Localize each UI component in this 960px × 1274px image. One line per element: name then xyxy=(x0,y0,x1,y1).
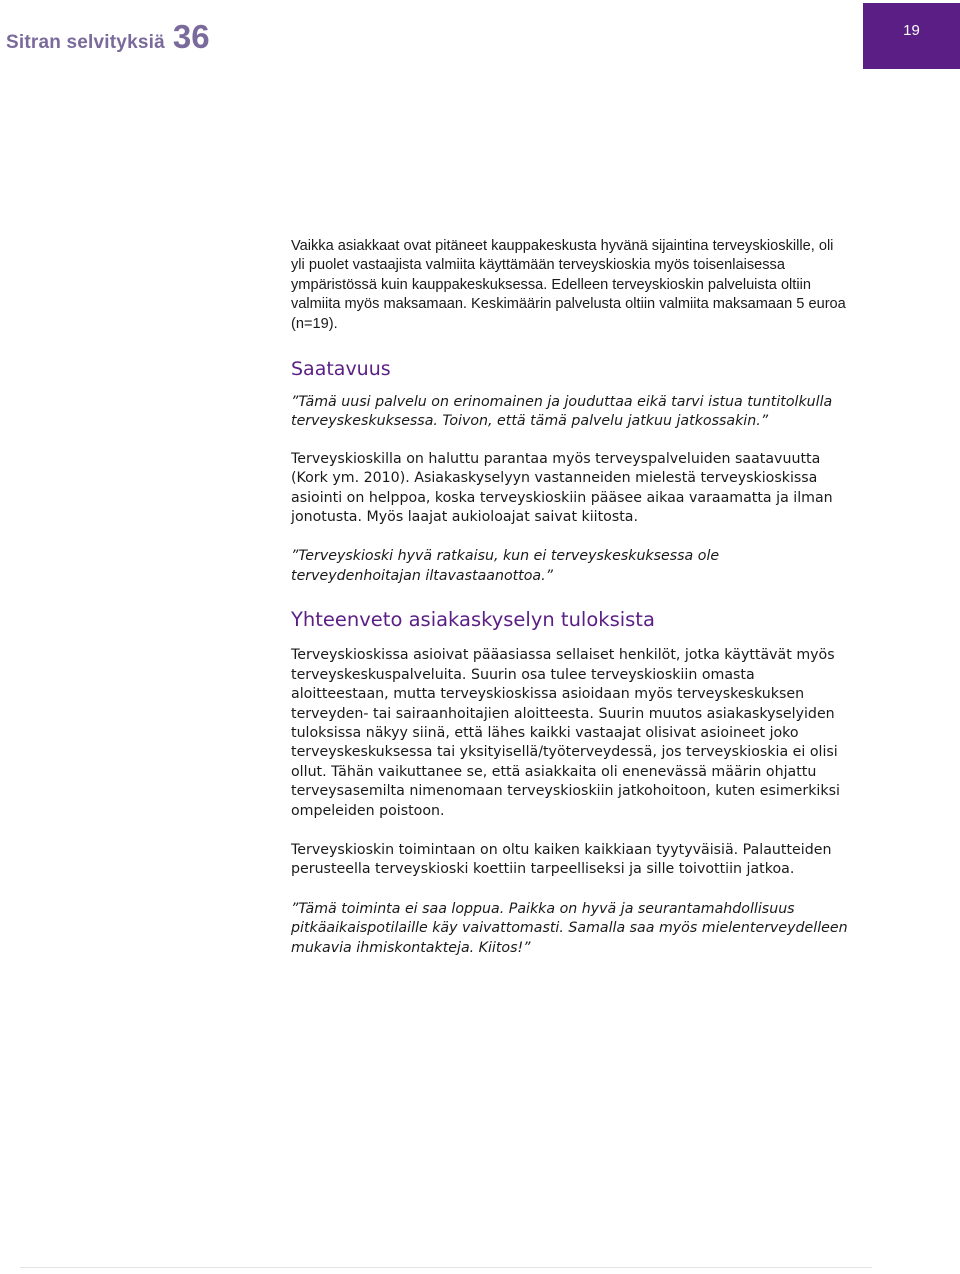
footer-divider xyxy=(20,1267,872,1268)
summary-paragraph-1: Terveyskioskissa asioivat pääasiassa sellaiset henkilöt, jotka käyttävät myös terveyskeskuspalveluita. Suurin osa tulee terveyskioskiin omasta aloitteestaan, mutta terveyskioskissa asioidaan myös terveyskeskuksen terveyden- tai sairaanhoitajien aloitteesta. Suurin muutos asiakaskyselyiden tuloksissa näkyy siinä, että lähes kaikki vastaajat olisivat asioineet joko terveyskeskuksessa tai yksityisellä/työterveydessä, jos terveyskioskia ei olisi ollut. Tähän vaikuttanee se, että asiakkaita oli enenevässä määrin ohjattu terveysasemilta nimenomaan terveyskioskiin jatkohoitoon, kuten esimerkiksi ompeleiden poistoon. xyxy=(291,647,840,819)
intro-paragraph: Vaikka asiakkaat ovat pitäneet kauppakeskusta hyvänä sijaintina terveyskioskille, oli yli puolet vastaajista valmiita käyttämään terveyskioskia myös toisenlaisessa ympäristössä kuin kauppakeskuksessa. Edelleen terveyskioskin palveluista oltiin valmiita myös maksamaan. Keskimäärin palvelusta oltiin valmiita maksamaan 5 euroa (n=19). xyxy=(291,238,846,332)
customer-quote-3: ”Tämä toiminta ei saa loppua. Paikka on hyvä ja seurantamahdollisuus pitkäaikaispotilaille käy vaivattomasti. Samalla saa myös mielenterveydelleen mukavia ihmiskontakteja. Kiitos!” xyxy=(291,900,848,956)
series-name: Sitran selvityksiä xyxy=(6,32,165,53)
customer-quote-2: ”Terveyskioski hyvä ratkaisu, kun ei terveyskeskuksessa ole terveydenhoitajan iltavastaanottoa.” xyxy=(291,548,720,584)
customer-quote-1: ”Tämä uusi palvelu on erinomainen ja jouduttaa eikä tarvi istua tuntitolkulla terveyskeskuksessa. Toivon, että tämä palvelu jatkuu jatkossakin.” xyxy=(291,394,833,430)
page-number-box xyxy=(863,3,960,69)
summary-paragraph-2: Terveyskioskin toimintaan on oltu kaiken kaikkiaan tyytyväisiä. Palautteiden perusteella terveyskioski koettiin tarpeelliseksi ja sille toivottiin jatkoa. xyxy=(291,841,832,878)
saatavuus-paragraph: Terveyskioskilla on haluttu parantaa myös terveyspalveluiden saatavuutta (Kork ym. 2010). Asiakaskyselyyn vastanneiden mielestä terveyskioskissa asiointi on helppoa, koska terveyskioskiin pääsee aikaa varaamatta ja ilman jonotusta. Myös laajat aukioloajat saivat kiitosta. xyxy=(291,450,833,526)
page-number: 19 xyxy=(903,22,920,39)
page-content xyxy=(291,237,851,958)
series-number: 36 xyxy=(172,18,210,55)
section-heading-yhteenveto: Yhteenveto asiakaskyselyn tuloksista xyxy=(291,608,655,632)
section-heading-saatavuus: Saatavuus xyxy=(291,358,391,381)
publication-series-header xyxy=(6,18,210,62)
